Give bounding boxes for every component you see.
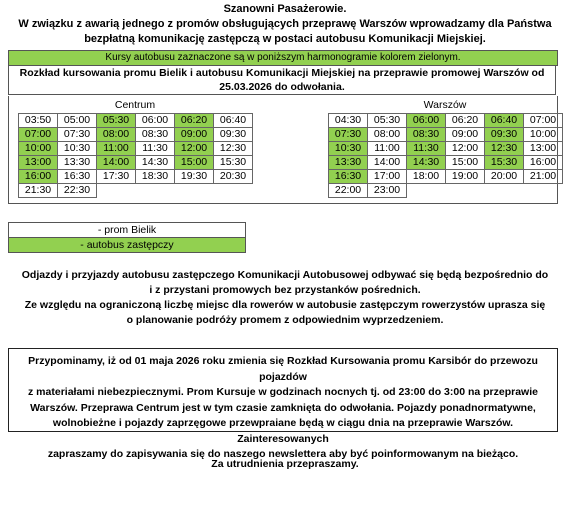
ferry-departure-cell: 04:30 bbox=[329, 114, 368, 128]
table-row bbox=[329, 170, 563, 184]
empty-cell bbox=[214, 184, 253, 198]
bus-departure-cell: 12:00 bbox=[175, 142, 214, 156]
intro-line-3: bezpłatną komunikację zastępczą w postaci autobusu Komunikacji Miejskiej. bbox=[84, 33, 486, 45]
bus-departure-cell: 09:30 bbox=[485, 128, 524, 142]
bus-departure-cell: 13:30 bbox=[329, 156, 368, 170]
bus-departure-cell: 07:00 bbox=[19, 128, 58, 142]
table-row bbox=[19, 156, 253, 170]
ferry-departure-cell: 22:30 bbox=[58, 184, 97, 198]
ferry-departure-cell: 12:30 bbox=[214, 142, 253, 156]
warszow-header: Warszów bbox=[423, 99, 467, 111]
centrum-header: Centrum bbox=[114, 99, 156, 111]
table-row bbox=[19, 184, 253, 198]
closing-text: Za utrudnienia przepraszamy. bbox=[211, 458, 359, 470]
bus-departure-cell: 14:00 bbox=[97, 156, 136, 170]
ferry-departure-cell: 14:00 bbox=[368, 156, 407, 170]
ferry-departure-cell: 11:30 bbox=[136, 142, 175, 156]
ferry-departure-cell: 18:00 bbox=[407, 170, 446, 184]
ferry-departure-cell: 16:30 bbox=[58, 170, 97, 184]
bus-departure-cell: 10:30 bbox=[329, 142, 368, 156]
ferry-departure-cell: 09:30 bbox=[214, 128, 253, 142]
ferry-departure-cell: 17:00 bbox=[368, 170, 407, 184]
reminder-line-1: Przypominamy, iż od 01 maja 2026 roku zmienia się Rozkład Kursowania promu Karsibór do przewozu pojazdów bbox=[28, 355, 538, 383]
bus-departure-cell: 13:00 bbox=[19, 156, 58, 170]
ferry-departure-cell: 18:30 bbox=[136, 170, 175, 184]
ferry-departure-cell: 22:00 bbox=[329, 184, 368, 198]
table-row bbox=[19, 142, 253, 156]
legend bbox=[8, 222, 246, 253]
bus-departure-cell: 11:00 bbox=[97, 142, 136, 156]
schedule-title-line-2: 25.03.2026 do odwołania. bbox=[219, 81, 345, 93]
bus-departure-cell: 06:20 bbox=[175, 114, 214, 128]
ferry-departure-cell: 19:30 bbox=[175, 170, 214, 184]
greeting: Szanowni Pasażerowie. bbox=[223, 3, 347, 15]
reminder-line-3: Warszów. Przeprawa Centrum jest w tym czasie zamknięta do odwołania. Pojazdy ponadnormatywne, bbox=[30, 401, 536, 414]
empty-cell bbox=[136, 184, 175, 198]
ferry-departure-cell: 23:00 bbox=[368, 184, 407, 198]
table-row bbox=[329, 142, 563, 156]
ferry-departure-cell: 20:00 bbox=[485, 170, 524, 184]
intro-line-2: W związku z awarią jednego z promów obsługujących przeprawę Warszów wprowadzamy dla Państwa bbox=[18, 18, 552, 30]
bus-departure-cell: 08:30 bbox=[407, 128, 446, 142]
ferry-departure-cell: 07:30 bbox=[58, 128, 97, 142]
bus-departure-cell: 11:30 bbox=[407, 142, 446, 156]
schedule-title-line-1: Rozkład kursowania promu Bielik i autobusu Komunikacji Miejskiej na przeprawie promowej Warszów od bbox=[19, 67, 545, 79]
bus-departure-cell: 16:30 bbox=[329, 170, 368, 184]
green-notice: Kursy autobusu zaznaczone są w poniższym harmonogramie kolorem zielonym. bbox=[8, 50, 558, 66]
info-line-2: i z przystani promowych bez przystanków pośrednich. bbox=[149, 284, 421, 296]
empty-cell bbox=[524, 184, 563, 198]
centrum-schedule-table bbox=[18, 113, 253, 198]
ferry-departure-cell: 11:00 bbox=[368, 142, 407, 156]
schedule-title bbox=[8, 65, 556, 95]
ferry-departure-cell: 15:30 bbox=[214, 156, 253, 170]
reminder-line-4: wolnobieżne i pojazdy zaprzęgowe przewpraiane będą w ciągu dnia na przeprawie Warszów. Zainteresowanych bbox=[52, 417, 514, 445]
ferry-departure-cell: 07:00 bbox=[524, 114, 563, 128]
reminder-line-5: zapraszamy do zapisywania się do naszego newslettera aby być poinformowanym na bieżąco. bbox=[47, 448, 519, 460]
table-row bbox=[329, 128, 563, 142]
bus-departure-cell: 10:00 bbox=[19, 142, 58, 156]
empty-cell bbox=[485, 184, 524, 198]
legend-bus: - autobus zastępczy bbox=[8, 238, 246, 253]
bus-departure-cell: 06:00 bbox=[407, 114, 446, 128]
table-row bbox=[19, 114, 253, 128]
info-line-1: Odjazdy i przyjazdy autobusu zastępczego Komunikacji Autobusowej odbywać się będą bezpośrednio do bbox=[21, 269, 549, 281]
empty-cell bbox=[97, 184, 136, 198]
ferry-departure-cell: 05:30 bbox=[368, 114, 407, 128]
bus-departure-cell: 15:30 bbox=[485, 156, 524, 170]
ferry-departure-cell: 13:00 bbox=[524, 142, 563, 156]
bus-departure-cell: 05:30 bbox=[97, 114, 136, 128]
table-row bbox=[19, 170, 253, 184]
ferry-departure-cell: 17:30 bbox=[97, 170, 136, 184]
table-row bbox=[19, 128, 253, 142]
bus-departure-cell: 12:30 bbox=[485, 142, 524, 156]
empty-cell bbox=[175, 184, 214, 198]
ferry-departure-cell: 21:30 bbox=[19, 184, 58, 198]
legend-ferry: - prom Bielik bbox=[8, 222, 246, 238]
ferry-departure-cell: 05:00 bbox=[58, 114, 97, 128]
ferry-departure-cell: 10:30 bbox=[58, 142, 97, 156]
ferry-departure-cell: 20:30 bbox=[214, 170, 253, 184]
bus-departure-cell: 08:00 bbox=[97, 128, 136, 142]
bus-departure-cell: 06:40 bbox=[485, 114, 524, 128]
warszow-schedule-table bbox=[328, 113, 563, 198]
info-text bbox=[0, 268, 570, 328]
ferry-departure-cell: 06:00 bbox=[136, 114, 175, 128]
ferry-departure-cell: 14:30 bbox=[136, 156, 175, 170]
reminder-line-2: z materiałami niebezpiecznymi. Prom Kursuje w godzinach nocnych tj. od 23:00 do 3:00 na przeprawie bbox=[28, 386, 538, 398]
ferry-departure-cell: 21:00 bbox=[524, 170, 563, 184]
ferry-departure-cell: 19:00 bbox=[446, 170, 485, 184]
table-row bbox=[329, 184, 563, 198]
bus-departure-cell: 14:30 bbox=[407, 156, 446, 170]
ferry-departure-cell: 06:20 bbox=[446, 114, 485, 128]
ferry-departure-cell: 15:00 bbox=[446, 156, 485, 170]
ferry-departure-cell: 08:00 bbox=[368, 128, 407, 142]
reminder-box bbox=[8, 348, 558, 460]
empty-cell bbox=[407, 184, 446, 198]
ferry-departure-cell: 12:00 bbox=[446, 142, 485, 156]
ferry-departure-cell: 03:50 bbox=[19, 114, 58, 128]
table-row bbox=[329, 114, 563, 128]
info-line-4: o planowanie podróży promem z odpowiednim wyprzedzeniem. bbox=[126, 314, 444, 326]
intro-text bbox=[0, 2, 570, 47]
ferry-departure-cell: 10:00 bbox=[524, 128, 563, 142]
bus-departure-cell: 15:00 bbox=[175, 156, 214, 170]
ferry-departure-cell: 16:00 bbox=[524, 156, 563, 170]
ferry-departure-cell: 13:30 bbox=[58, 156, 97, 170]
bus-departure-cell: 07:30 bbox=[329, 128, 368, 142]
table-row bbox=[329, 156, 563, 170]
bus-departure-cell: 16:00 bbox=[19, 170, 58, 184]
ferry-departure-cell: 08:30 bbox=[136, 128, 175, 142]
info-line-3: Ze względu na ograniczoną liczbę miejsc dla rowerów w autobusie zastępczym rowerzystów uprasza się bbox=[24, 299, 546, 311]
bus-departure-cell: 09:00 bbox=[175, 128, 214, 142]
empty-cell bbox=[446, 184, 485, 198]
ferry-departure-cell: 09:00 bbox=[446, 128, 485, 142]
ferry-departure-cell: 06:40 bbox=[214, 114, 253, 128]
